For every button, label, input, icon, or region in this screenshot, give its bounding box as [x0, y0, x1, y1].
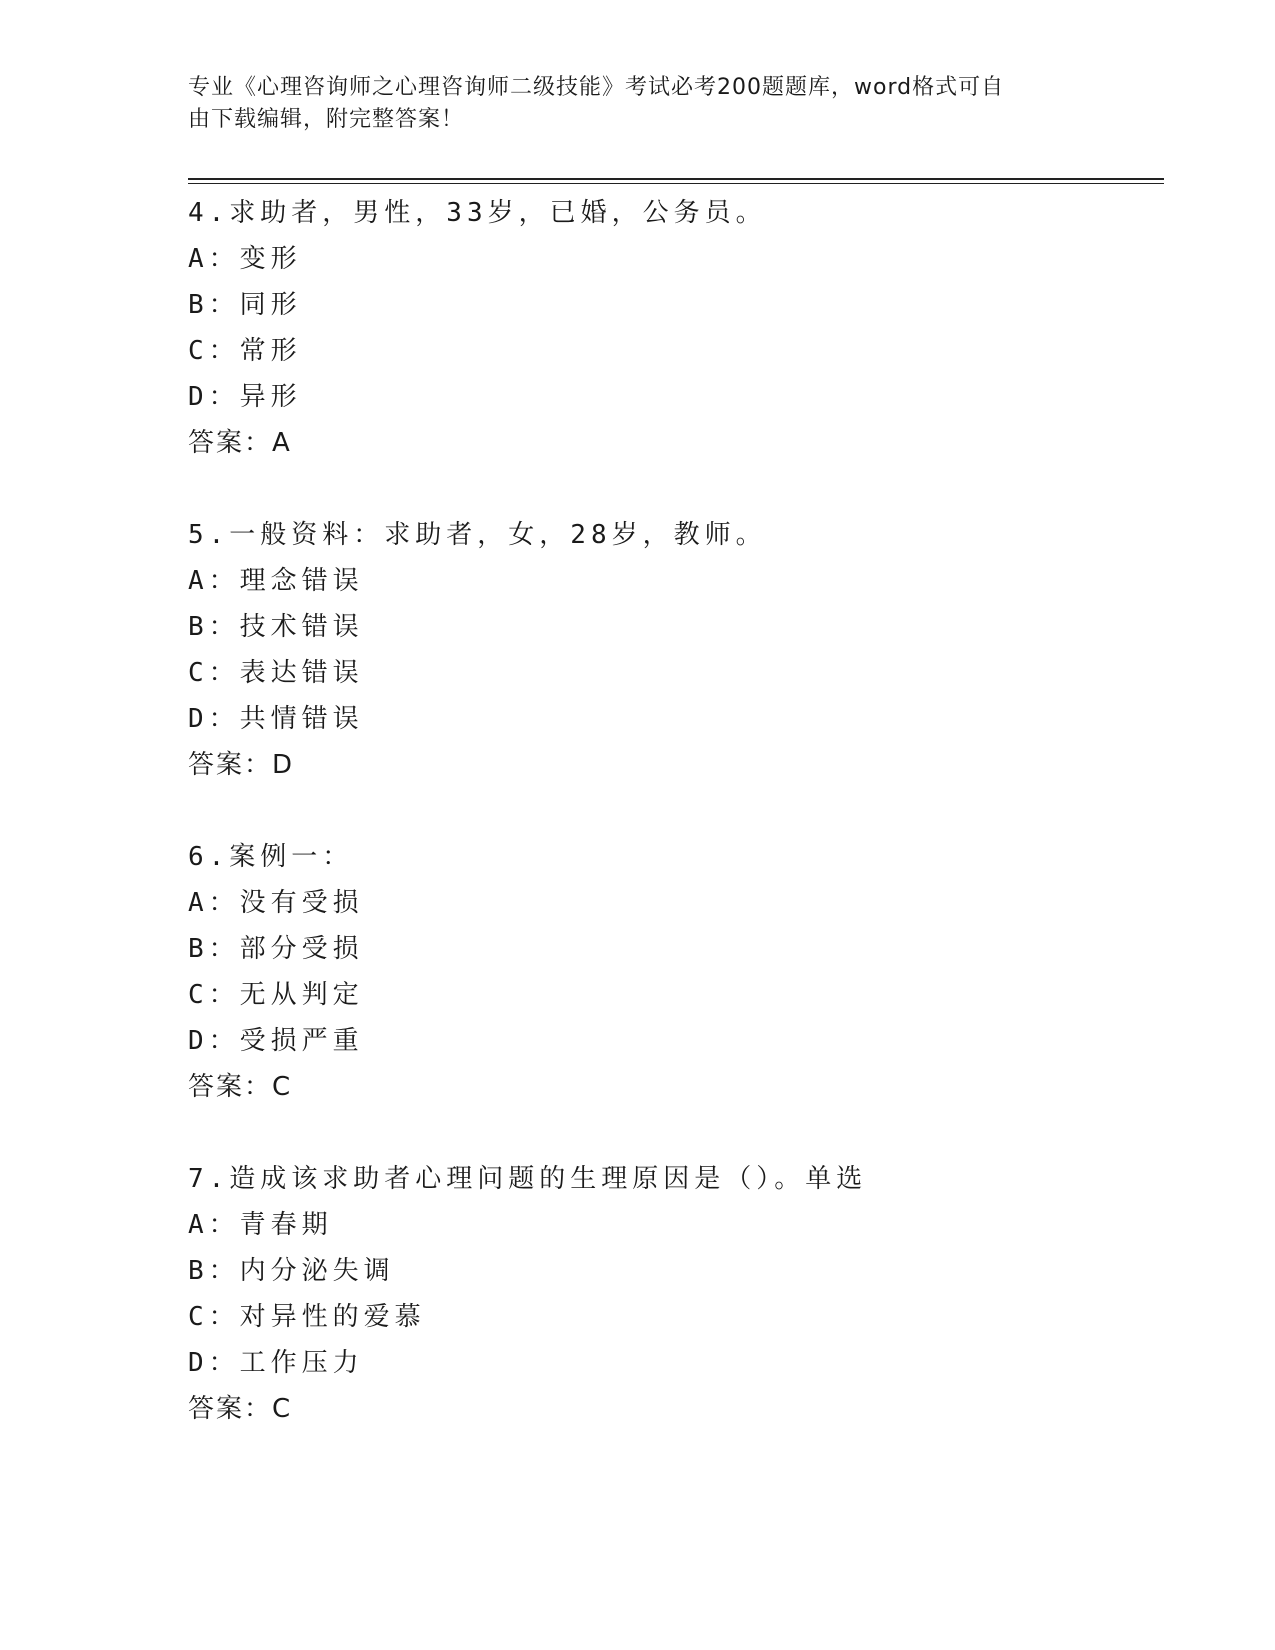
option-c: C：对异性的爱慕: [188, 1302, 426, 1332]
question-stem: 5.一般资料：求助者，女，28岁，教师。: [188, 520, 767, 550]
question-4: [188, 190, 1164, 466]
question-stem: 7.造成该求助者心理问题的生理原因是（）。单选: [188, 1164, 868, 1194]
question-list: [188, 190, 1164, 1478]
option-d: D：工作压力: [188, 1348, 364, 1378]
option-c: C：无从判定: [188, 980, 364, 1010]
question-stem: 6.案例一：: [188, 842, 354, 872]
answer-line: 答案：C: [188, 1394, 293, 1424]
document-header: [188, 72, 1088, 136]
header-divider-thin: [188, 183, 1164, 184]
question-5: [188, 512, 1164, 788]
question-7: [188, 1156, 1164, 1432]
option-a: A：青春期: [188, 1210, 333, 1240]
answer-line: 答案：C: [188, 1072, 293, 1102]
question-6: [188, 834, 1164, 1110]
option-d: D：受损严重: [188, 1026, 364, 1056]
question-stem: 4.求助者，男性，33岁，已婚，公务员。: [188, 198, 767, 228]
option-a: A：没有受损: [188, 888, 364, 918]
header-line-2: 由下载编辑，附完整答案！: [188, 107, 465, 132]
option-a: A：变形: [188, 244, 302, 274]
option-d: D：共情错误: [188, 704, 364, 734]
answer-line: 答案：A: [188, 428, 292, 458]
header-divider-thick: [188, 178, 1164, 180]
option-b: B：技术错误: [188, 612, 364, 642]
option-b: B：内分泌失调: [188, 1256, 395, 1286]
answer-line: 答案：D: [188, 750, 295, 780]
option-b: B：同形: [188, 290, 302, 320]
option-a: A：理念错误: [188, 566, 364, 596]
option-d: D：异形: [188, 382, 302, 412]
option-b: B：部分受损: [188, 934, 364, 964]
option-c: C：表达错误: [188, 658, 364, 688]
header-line-1: 专业《心理咨询师之心理咨询师二级技能》考试必考200题题库，word格式可自: [188, 75, 1005, 100]
option-c: C：常形: [188, 336, 302, 366]
